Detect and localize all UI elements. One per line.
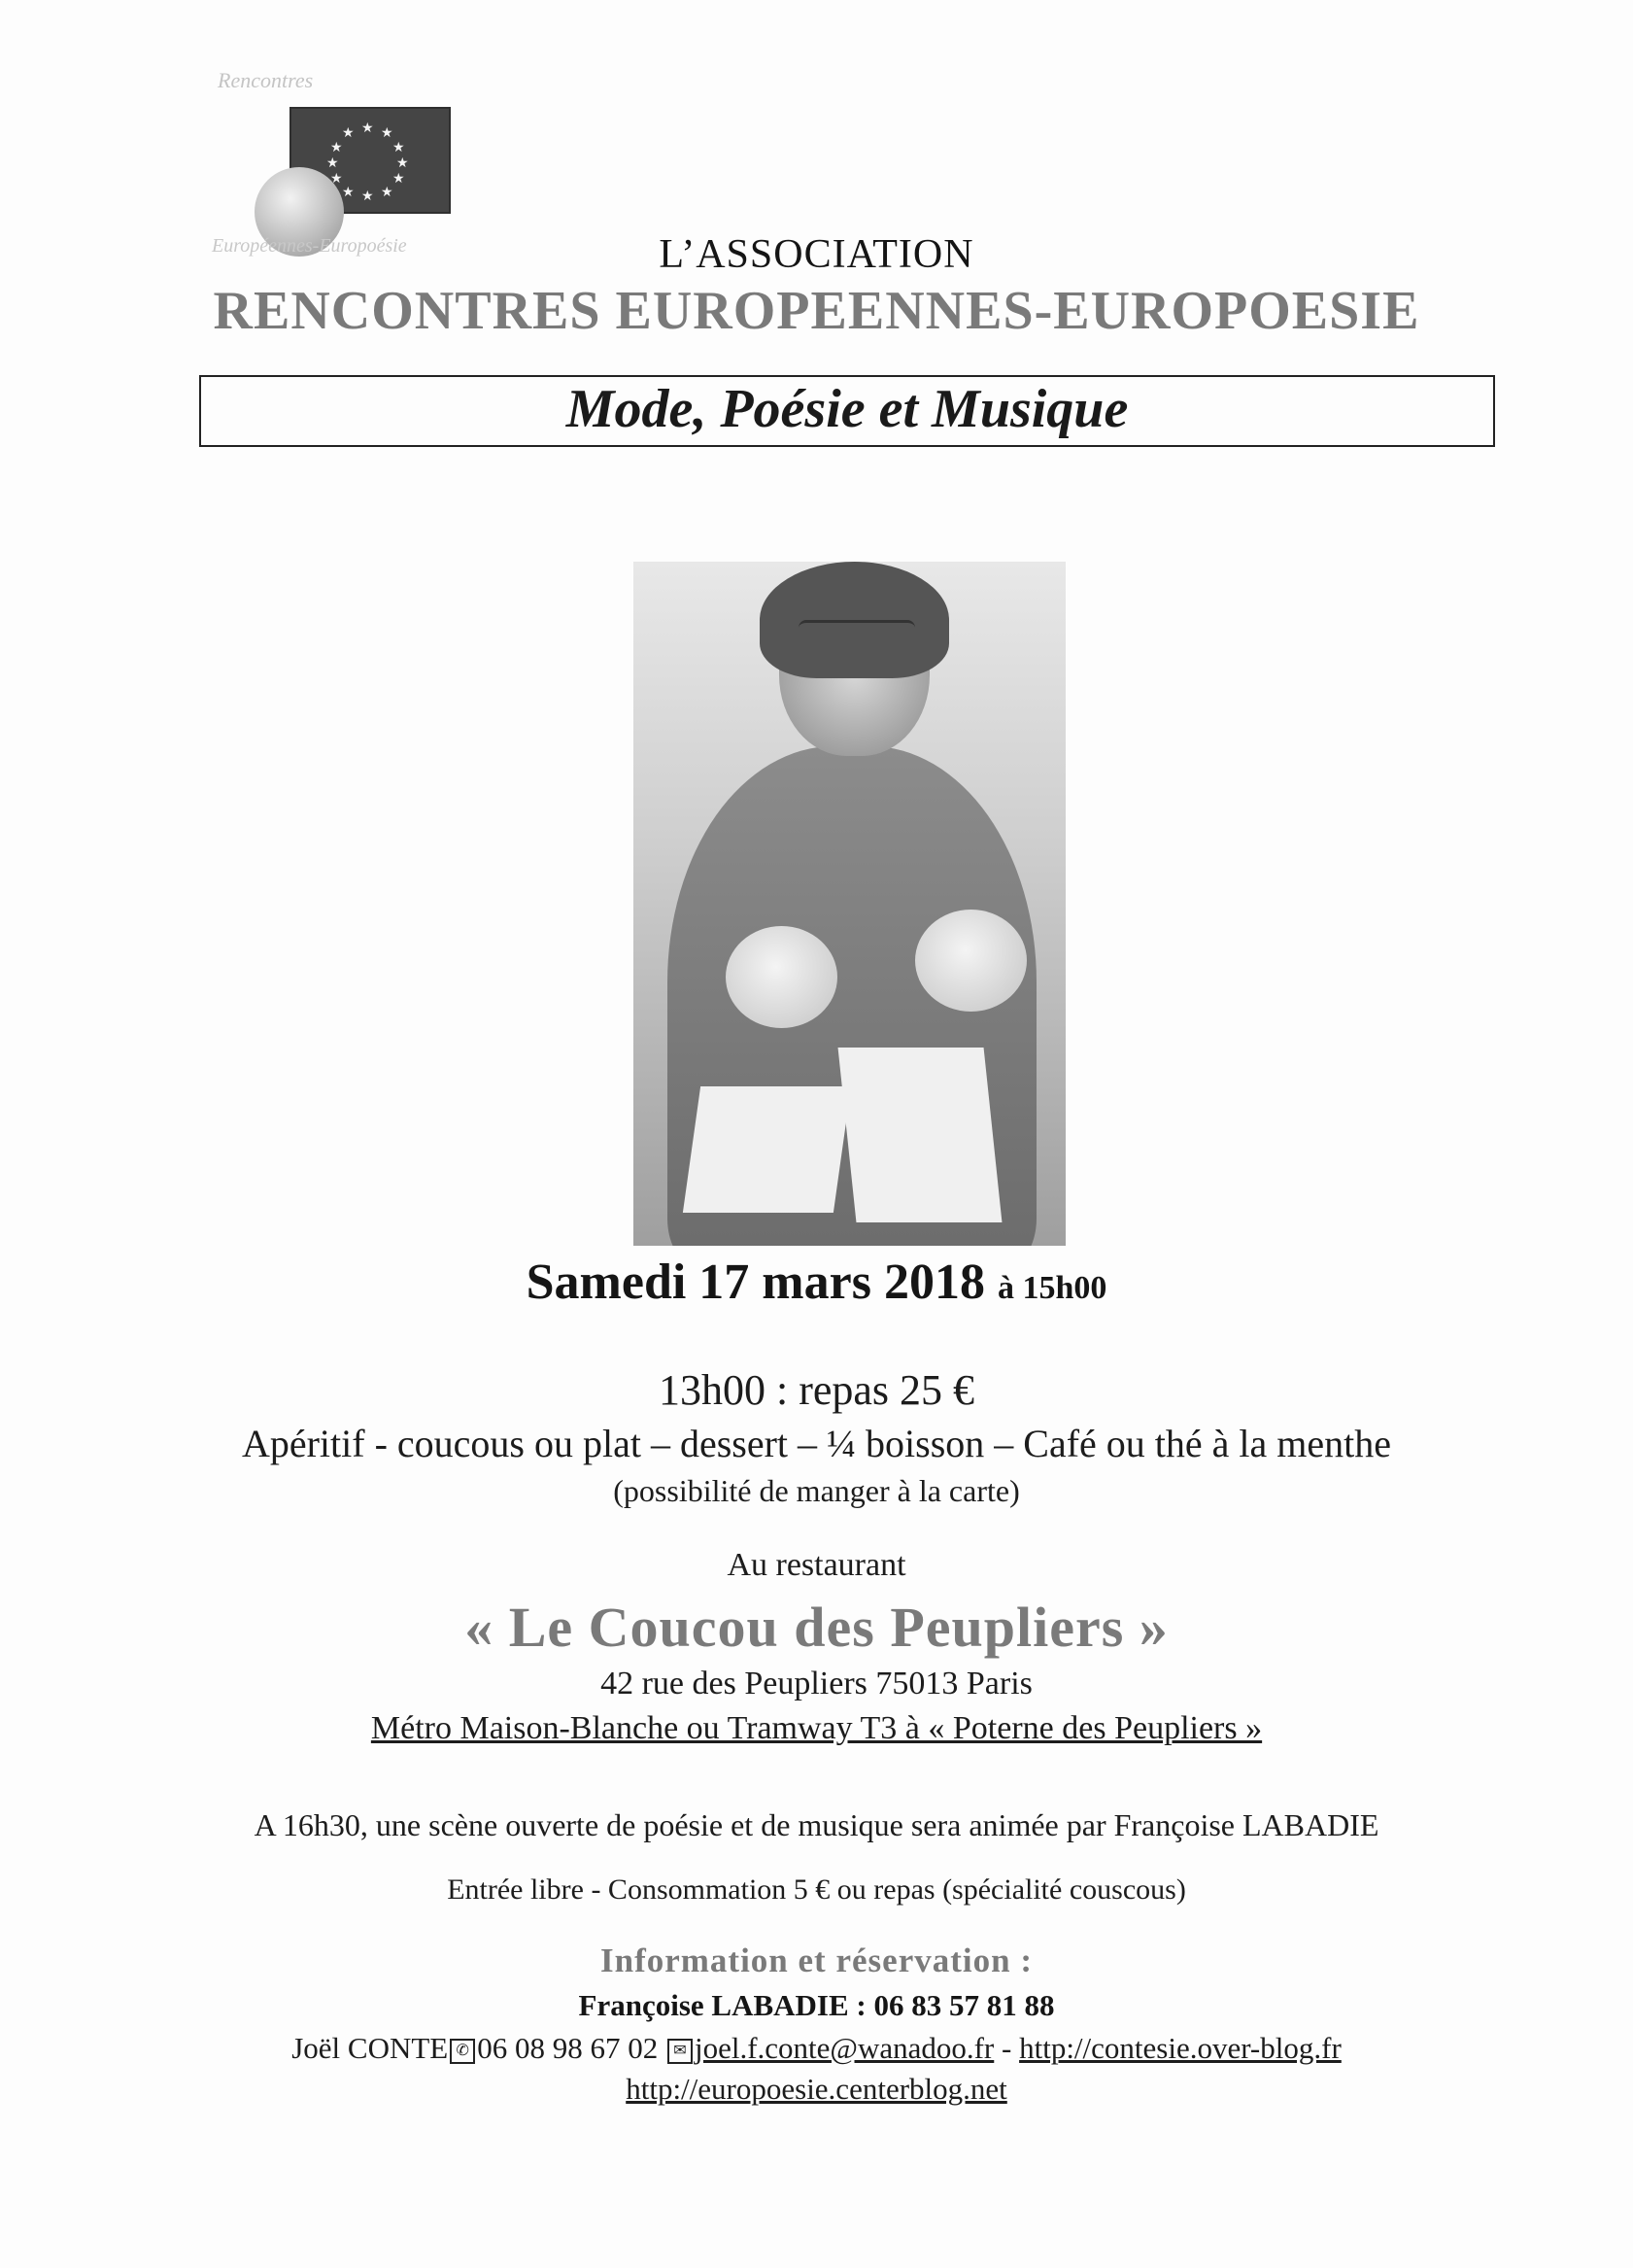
svg-text:★: ★ — [381, 185, 393, 200]
email-link[interactable]: joel.f.conte@wanadoo.fr — [694, 2031, 995, 2065]
svg-text:★: ★ — [326, 155, 339, 171]
carte-note: (possibilité de manger à la carte) — [613, 1473, 1020, 1508]
blog-link[interactable]: http://contesie.over-blog.fr — [1019, 2031, 1342, 2065]
svg-text:★: ★ — [342, 125, 355, 141]
photo-doll-cloth — [838, 1048, 1003, 1222]
svg-text:★: ★ — [396, 155, 409, 171]
phone-icon: ✆ — [450, 2039, 475, 2064]
info-title: Information et réservation : — [600, 1942, 1033, 1979]
contact-joel-phone: 06 08 98 67 02 — [477, 2031, 659, 2065]
venue-address: 42 rue des Peupliers 75013 Paris — [600, 1666, 1033, 1701]
photo-doll-head — [915, 910, 1027, 1012]
logo-bottom-text: Européennes-Europoésie — [212, 235, 407, 257]
svg-text:★: ★ — [392, 140, 405, 155]
subtitle-box — [199, 375, 1495, 447]
entry-info: Entrée libre - Consommation 5 € ou repas (spécialité couscous) — [447, 1873, 1186, 1906]
organization-name: RENCONTRES EUROPEENNES-EUROPOESIE — [213, 281, 1420, 341]
blog2-link[interactable]: http://europoesie.centerblog.net — [626, 2072, 1007, 2106]
contact-joel — [0, 2031, 1633, 2066]
event-time: à 15h00 — [997, 1270, 1107, 1306]
restaurant-name: « Le Coucou des Peupliers » — [464, 1596, 1169, 1659]
venue-intro: Au restaurant — [727, 1547, 906, 1583]
association-label: L’ASSOCIATION — [659, 232, 974, 277]
open-stage-info: A 16h30, une scène ouverte de poésie et de musique sera animée par Françoise LABADIE — [254, 1807, 1379, 1842]
svg-text:★: ★ — [361, 189, 374, 204]
meal-price: 13h00 : repas 25 € — [658, 1366, 975, 1414]
svg-text:★: ★ — [392, 171, 405, 187]
svg-text:★: ★ — [330, 171, 343, 187]
svg-text:★: ★ — [330, 140, 343, 155]
svg-text:★: ★ — [381, 125, 393, 141]
meal-menu: Apéritif - coucous ou plat – dessert – ¼ boisson – Café ou thé à la menthe — [241, 1422, 1392, 1465]
contact-separator: - — [1002, 2031, 1012, 2065]
venue-transport: Métro Maison-Blanche ou Tramway T3 à « Poterne des Peupliers » — [370, 1710, 1263, 1746]
event-date-line — [0, 1254, 1633, 1311]
photo-doll-cloth — [683, 1086, 851, 1213]
photo-doll-head — [726, 926, 837, 1028]
photo-glasses — [799, 620, 915, 652]
portrait-photo — [633, 562, 1066, 1246]
page-subtitle: Mode, Poésie et Musique — [565, 379, 1129, 439]
svg-text:★: ★ — [342, 185, 355, 200]
logo-top-text: Rencontres — [218, 68, 314, 92]
contact-joel-name: Joël CONTE — [291, 2031, 449, 2065]
email-icon: ✉ — [667, 2039, 693, 2064]
svg-text:★: ★ — [361, 120, 374, 136]
contact-francoise: Françoise LABADIE : 06 83 57 81 88 — [578, 1988, 1055, 2022]
event-date: Samedi 17 mars 2018 — [526, 1254, 985, 1310]
